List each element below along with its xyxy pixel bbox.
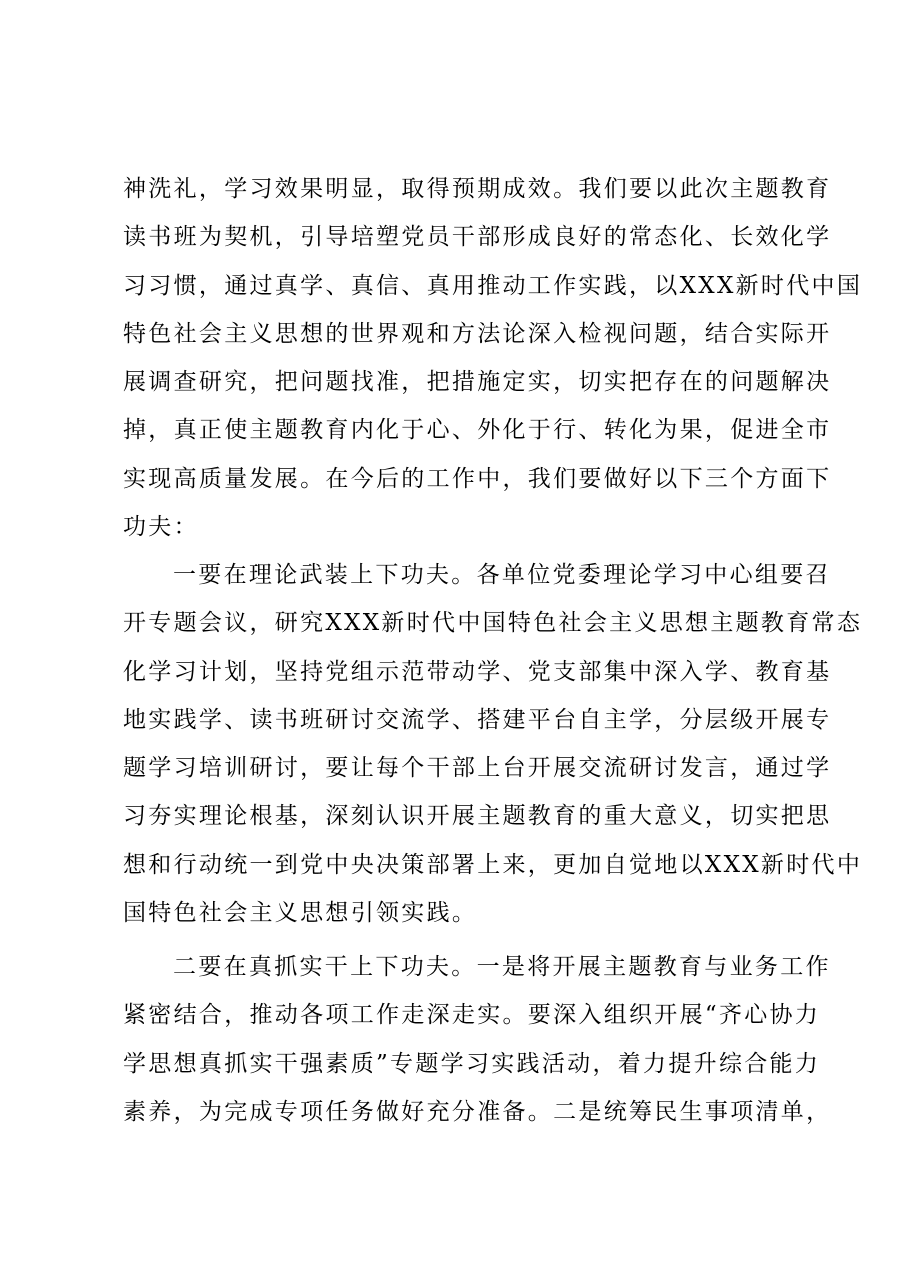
paragraph-line: 实现高质量发展。在今后的工作中，我们要做好以下三个方面下 xyxy=(123,465,832,492)
paragraph-2 xyxy=(123,551,863,937)
paragraph-line: 素养，为完成专项任务做好充分准备。二是统筹民生事项清单， xyxy=(123,1098,832,1125)
paragraph-line: 功夫： xyxy=(123,513,199,540)
paragraph-line: 特色社会主义思想的世界观和方法论深入检视问题，结合实际开 xyxy=(123,320,832,347)
paragraph-line: 题学习培训研讨，要让每个干部上台开展交流研讨发言，通过学 xyxy=(123,755,832,781)
paragraph-line: 紧密结合，推动各项工作走深走实。要深入组织开展“齐心协力 xyxy=(123,1002,821,1029)
paragraph-3 xyxy=(123,943,832,1136)
document-body xyxy=(123,165,863,1136)
paragraph-line: 学思想真抓实干强素质”专题学习实践活动，着力提升综合能力 xyxy=(123,1050,821,1077)
paragraph-line: 想和行动统一到党中央决策部署上来，更加自觉地以XXX新时代中 xyxy=(123,851,863,878)
paragraph-line: 国特色社会主义思想引领实践。 xyxy=(123,899,478,926)
paragraph-line: 化学习计划，坚持党组示范带动学、党支部集中深入学、教育基 xyxy=(123,658,832,685)
paragraph-line: 读书班为契机，引导培塑党员干部形成良好的常态化、长效化学 xyxy=(123,224,832,251)
paragraph-line: 展调查研究，把问题找准，把措施定实，切实把存在的问题解决 xyxy=(123,369,832,395)
paragraph-line: 开专题会议，研究XXX新时代中国特色社会主义思想主题教育常态 xyxy=(123,610,863,637)
paragraph-line: 习夯实理论根基，深刻认识开展主题教育的重大意义，切实把思 xyxy=(123,803,832,830)
paragraph-line: 二要在真抓实干上下功夫。一是将开展主题教育与业务工作 xyxy=(173,954,831,980)
paragraph-line: 神洗礼，学习效果明显，取得预期成效。我们要以此次主题教育 xyxy=(123,176,832,202)
paragraph-1 xyxy=(123,165,863,551)
paragraph-line: 一要在理论武装上下功夫。各单位党委理论学习中心组要召 xyxy=(173,562,831,588)
paragraph-line: 习习惯，通过真学、真信、真用推动工作实践，以XXX新时代中国 xyxy=(123,272,863,299)
paragraph-line: 掉，真正使主题教育内化于心、外化于行、转化为果，促进全市 xyxy=(123,417,832,444)
paragraph-line: 地实践学、读书班研讨交流学、搭建平台自主学，分层级开展专 xyxy=(123,706,832,733)
